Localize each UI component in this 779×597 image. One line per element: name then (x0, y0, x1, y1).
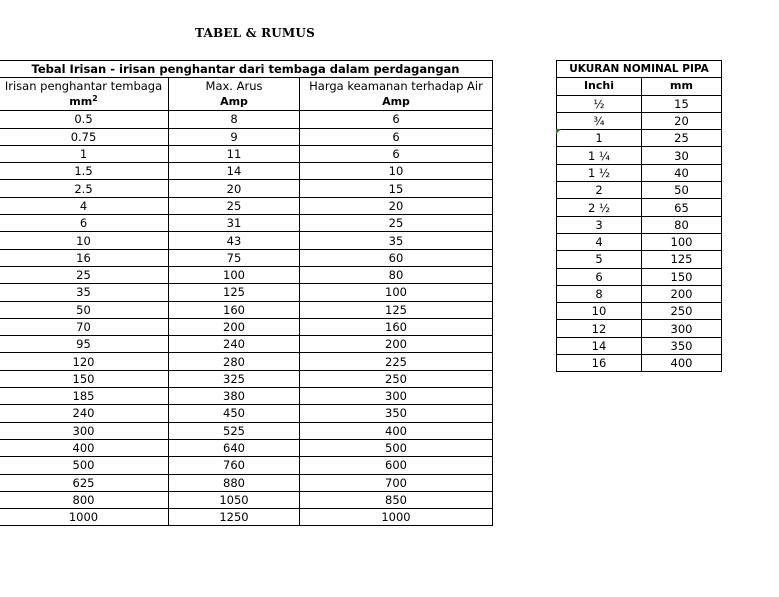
cell-max-current[interactable]: 1250 (169, 509, 300, 526)
cell-safe-value[interactable]: 20 (300, 197, 493, 214)
pipe-nominal-size-table (556, 60, 722, 372)
cell-mm[interactable]: 200 (642, 285, 722, 302)
cell-cross-section[interactable]: 4 (0, 197, 169, 214)
cell-safe-value[interactable]: 125 (300, 301, 493, 318)
table-row (0, 370, 493, 387)
cell-inch[interactable]: 4 (557, 233, 642, 250)
table-row (557, 95, 722, 112)
cell-safe-value[interactable]: 15 (300, 180, 493, 197)
cell-inch[interactable]: 2 (557, 182, 642, 199)
table-row (0, 509, 493, 526)
table-row (0, 439, 493, 456)
cell-max-current[interactable]: 525 (169, 422, 300, 439)
cell-max-current[interactable]: 31 (169, 215, 300, 232)
cell-inch[interactable]: 1 ½ (557, 164, 642, 181)
header-inch[interactable]: Inchi (557, 78, 642, 95)
cell-safe-value[interactable]: 35 (300, 232, 493, 249)
table-row (0, 266, 493, 283)
cell-max-current[interactable]: 125 (169, 284, 300, 301)
cell-mm[interactable]: 40 (642, 164, 722, 181)
table-row (557, 199, 722, 216)
table-row (557, 130, 722, 147)
table-row (0, 457, 493, 474)
cell-safe-value[interactable]: 850 (300, 491, 493, 508)
header-row (557, 78, 722, 95)
cell-cross-section[interactable]: 625 (0, 474, 169, 491)
cell-inch[interactable]: 14 (557, 337, 642, 354)
cell-safe-value[interactable]: 700 (300, 474, 493, 491)
cell-cross-section[interactable]: 50 (0, 301, 169, 318)
header-mm[interactable]: mm (642, 78, 722, 95)
cell-max-current[interactable]: 380 (169, 388, 300, 405)
table-row (0, 163, 493, 180)
cell-cross-section[interactable]: 16 (0, 249, 169, 266)
table-row (0, 197, 493, 214)
table-row (0, 111, 493, 128)
cell-max-current[interactable]: 14 (169, 163, 300, 180)
cell-comment-marker (556, 129, 561, 134)
cell-cross-section[interactable]: 1.5 (0, 163, 169, 180)
cell-safe-value[interactable]: 600 (300, 457, 493, 474)
cell-mm[interactable]: 250 (642, 303, 722, 320)
unit-safe-value[interactable]: Amp (300, 94, 493, 111)
cell-cross-section[interactable]: 300 (0, 422, 169, 439)
cell-max-current[interactable]: 100 (169, 266, 300, 283)
table-row (557, 147, 722, 164)
cell-mm[interactable]: 65 (642, 199, 722, 216)
cell-inch[interactable]: 10 (557, 303, 642, 320)
cell-cross-section[interactable]: 0.5 (0, 111, 169, 128)
table-row (0, 353, 493, 370)
cell-inch[interactable]: 1 ¼ (557, 147, 642, 164)
cell-inch[interactable]: 5 (557, 251, 642, 268)
cell-safe-value[interactable]: 6 (300, 111, 493, 128)
table-row (0, 388, 493, 405)
cell-max-current[interactable]: 200 (169, 318, 300, 335)
cell-safe-value[interactable]: 100 (300, 284, 493, 301)
table-row (0, 422, 493, 439)
cell-cross-section[interactable]: 500 (0, 457, 169, 474)
cell-max-current[interactable]: 760 (169, 457, 300, 474)
cell-cross-section[interactable]: 0.75 (0, 128, 169, 145)
cell-safe-value[interactable]: 80 (300, 266, 493, 283)
unit-row (0, 94, 493, 111)
header-max-current[interactable]: Max. Arus (169, 78, 300, 95)
unit-max-current[interactable]: Amp (169, 94, 300, 111)
table-row (557, 355, 722, 372)
cell-safe-value[interactable]: 350 (300, 405, 493, 422)
cell-safe-value[interactable]: 500 (300, 439, 493, 456)
cell-safe-value[interactable]: 10 (300, 163, 493, 180)
cell-max-current[interactable]: 11 (169, 145, 300, 162)
header-safe-value[interactable]: Harga keamanan terhadap Air (300, 78, 493, 95)
cell-inch[interactable]: 6 (557, 268, 642, 285)
cell-inch[interactable]: 8 (557, 285, 642, 302)
cell-max-current[interactable]: 160 (169, 301, 300, 318)
cell-cross-section[interactable]: 6 (0, 215, 169, 232)
cell-inch[interactable]: ¾ (557, 112, 642, 129)
copper-conductor-table (0, 60, 493, 526)
cell-mm[interactable]: 15 (642, 95, 722, 112)
cell-max-current[interactable]: 240 (169, 336, 300, 353)
unit-text: mm (69, 95, 93, 109)
cell-mm[interactable]: 350 (642, 337, 722, 354)
table-row (0, 232, 493, 249)
cell-inch[interactable]: 16 (557, 355, 642, 372)
table-row (557, 216, 722, 233)
table-row (557, 268, 722, 285)
cell-max-current[interactable]: 75 (169, 249, 300, 266)
table-row (557, 164, 722, 181)
cell-cross-section[interactable]: 800 (0, 491, 169, 508)
table-row (0, 249, 493, 266)
cell-cross-section[interactable]: 185 (0, 388, 169, 405)
cell-mm[interactable]: 300 (642, 320, 722, 337)
cell-max-current[interactable]: 43 (169, 232, 300, 249)
table-caption[interactable]: Tebal Irisan - irisan penghantar dari tembaga dalam perdagangan (0, 61, 493, 78)
table-row (0, 336, 493, 353)
table-row (0, 215, 493, 232)
table-row (557, 337, 722, 354)
cell-safe-value[interactable]: 25 (300, 215, 493, 232)
cell-safe-value[interactable]: 200 (300, 336, 493, 353)
table-row (557, 251, 722, 268)
cell-max-current[interactable]: 640 (169, 439, 300, 456)
caption-row (0, 61, 493, 78)
cell-safe-value[interactable]: 225 (300, 353, 493, 370)
cell-cross-section[interactable]: 1000 (0, 509, 169, 526)
cell-cross-section[interactable]: 400 (0, 439, 169, 456)
pipe-table-caption[interactable]: UKURAN NOMINAL PIPA (557, 61, 722, 78)
header-row (0, 78, 493, 95)
cell-max-current[interactable]: 880 (169, 474, 300, 491)
page-title: TABEL & RUMUS (195, 26, 315, 40)
cell-cross-section[interactable]: 120 (0, 353, 169, 370)
table-row (0, 405, 493, 422)
cell-safe-value[interactable]: 1000 (300, 509, 493, 526)
unit-superscript: 2 (92, 94, 98, 104)
table-row (0, 145, 493, 162)
caption-row (557, 61, 722, 78)
table-row (0, 474, 493, 491)
cell-mm[interactable]: 100 (642, 233, 722, 250)
cell-max-current[interactable]: 9 (169, 128, 300, 145)
table-row (0, 491, 493, 508)
header-cross-section[interactable]: Irisan penghantar tembaga (0, 78, 169, 95)
cell-inch[interactable]: 12 (557, 320, 642, 337)
cell-safe-value[interactable]: 300 (300, 388, 493, 405)
table-row (0, 318, 493, 335)
table-row (557, 233, 722, 250)
cell-max-current[interactable]: 25 (169, 197, 300, 214)
cell-safe-value[interactable]: 160 (300, 318, 493, 335)
cell-cross-section[interactable]: 1 (0, 145, 169, 162)
cell-safe-value[interactable]: 250 (300, 370, 493, 387)
cell-safe-value[interactable]: 60 (300, 249, 493, 266)
cell-cross-section[interactable]: 10 (0, 232, 169, 249)
table-row (0, 180, 493, 197)
cell-safe-value[interactable]: 400 (300, 422, 493, 439)
cell-max-current[interactable]: 450 (169, 405, 300, 422)
cell-mm[interactable]: 150 (642, 268, 722, 285)
cell-max-current[interactable]: 20 (169, 180, 300, 197)
cell-cross-section[interactable]: 25 (0, 266, 169, 283)
cell-cross-section[interactable]: 2.5 (0, 180, 169, 197)
cell-cross-section[interactable]: 70 (0, 318, 169, 335)
table-row (557, 303, 722, 320)
cell-inch[interactable]: 1 (557, 130, 642, 147)
cell-max-current[interactable]: 1050 (169, 491, 300, 508)
cell-mm[interactable]: 80 (642, 216, 722, 233)
cell-mm[interactable]: 400 (642, 355, 722, 372)
table-row (557, 182, 722, 199)
cell-cross-section[interactable]: 35 (0, 284, 169, 301)
table-row (557, 285, 722, 302)
table-row (0, 301, 493, 318)
cell-mm[interactable]: 50 (642, 182, 722, 199)
cell-cross-section[interactable]: 240 (0, 405, 169, 422)
cell-safe-value[interactable]: 6 (300, 128, 493, 145)
table-row (0, 128, 493, 145)
table-row (557, 112, 722, 129)
cell-max-current[interactable]: 280 (169, 353, 300, 370)
cell-inch[interactable]: 2 ½ (557, 199, 642, 216)
cell-cross-section[interactable]: 150 (0, 370, 169, 387)
cell-inch[interactable]: 3 (557, 216, 642, 233)
cell-cross-section[interactable]: 95 (0, 336, 169, 353)
unit-cross-section[interactable] (0, 94, 169, 111)
cell-mm[interactable]: 30 (642, 147, 722, 164)
cell-safe-value[interactable]: 6 (300, 145, 493, 162)
cell-max-current[interactable]: 325 (169, 370, 300, 387)
cell-mm[interactable]: 125 (642, 251, 722, 268)
cell-mm[interactable]: 20 (642, 112, 722, 129)
cell-inch[interactable]: ½ (557, 95, 642, 112)
table-row (0, 284, 493, 301)
cell-mm[interactable]: 25 (642, 130, 722, 147)
cell-max-current[interactable]: 8 (169, 111, 300, 128)
table-row (557, 320, 722, 337)
